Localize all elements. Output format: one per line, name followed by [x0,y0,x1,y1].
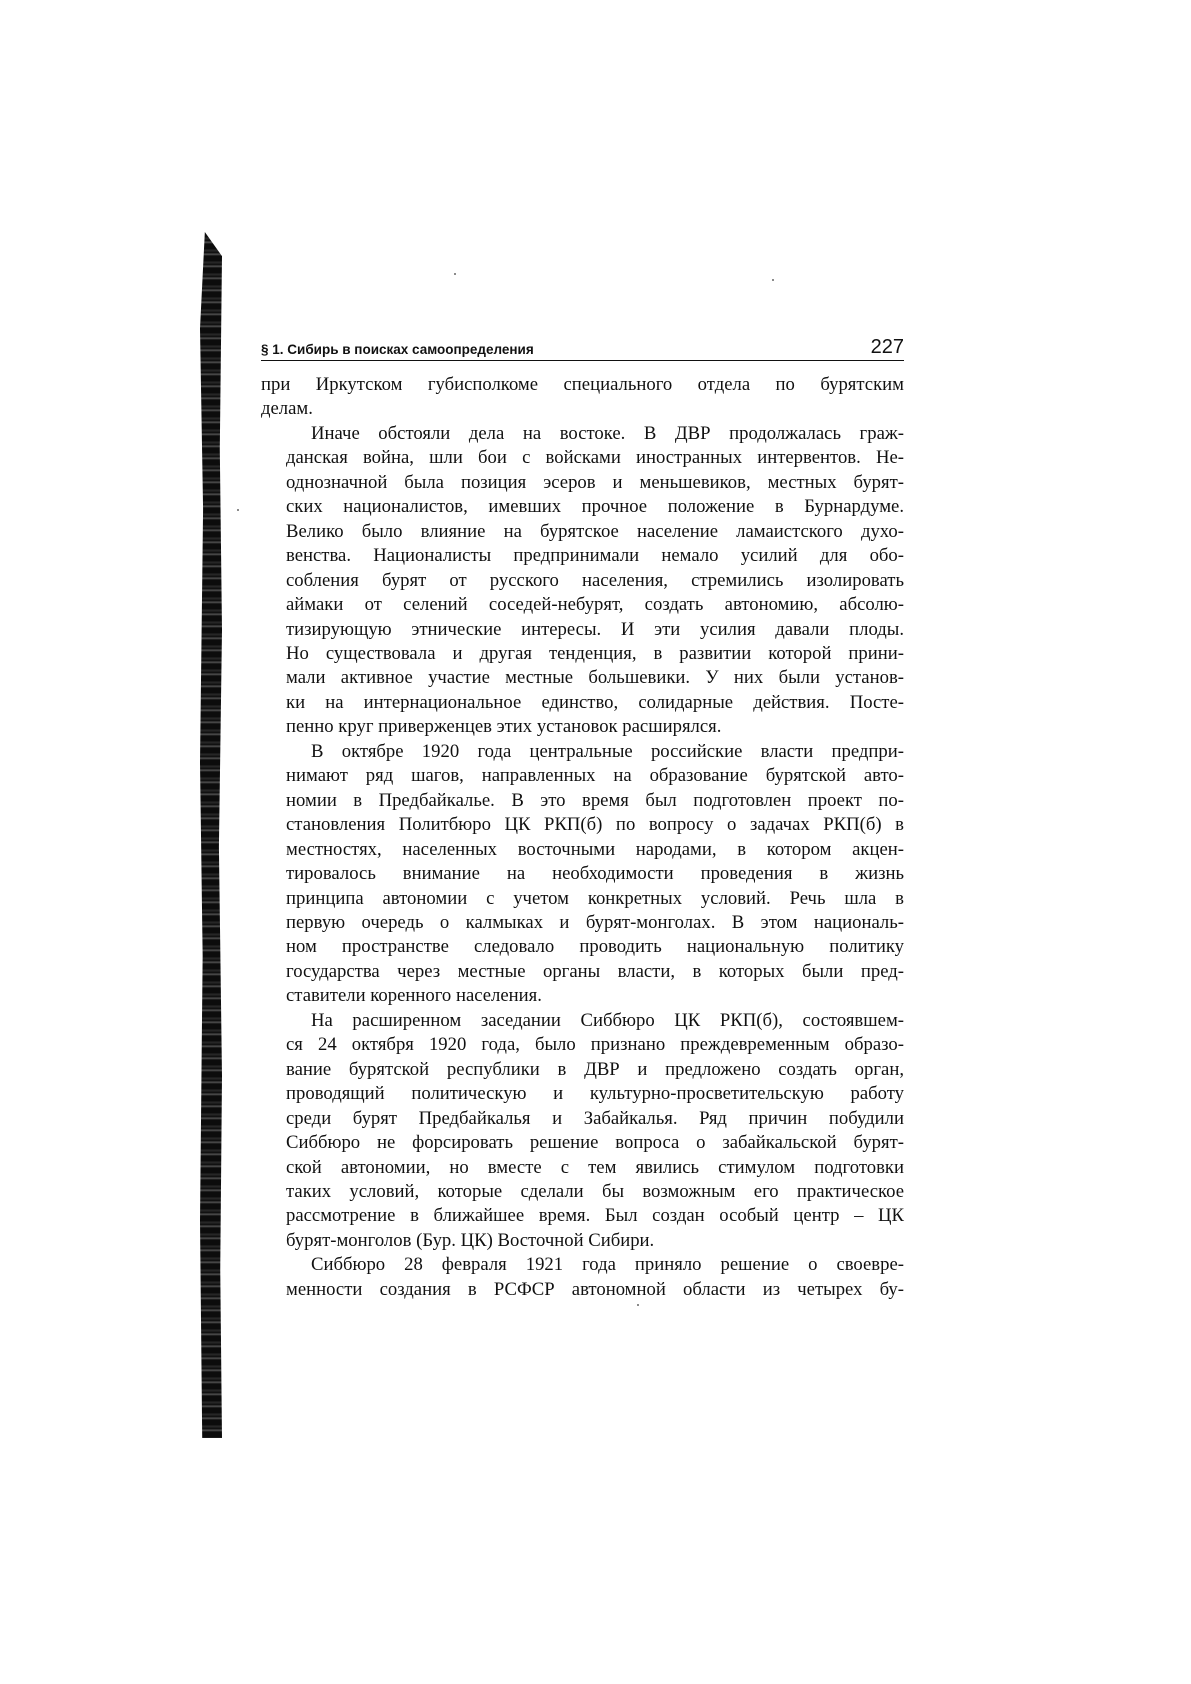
paragraph-3 [261,740,904,1009]
paragraph-5 [261,1253,904,1302]
book-page [261,337,904,1302]
text-line: первую очередь о калмыках и бурят-монголах. В этом националь- [286,911,904,933]
text-line: вание бурятской республики в ДВР и предложено создать орган, [286,1058,904,1080]
text-line: Но существовала и другая тенденция, в развитии которой прини- [286,642,904,664]
text-line: Велико было влияние на бурятское население ламаистского духо- [286,520,904,542]
page-body-text [261,373,904,1302]
text-line: однозначной была позиция эсеров и меньшевиков, местных бурят- [286,471,904,493]
text-line: мали активное участие местные большевики. У них были установ- [286,667,904,689]
scan-speck [454,273,456,275]
text-line: менности создания в РСФСР автономной области из четырех бу- [286,1278,904,1300]
text-line: становления Политбюро ЦК РКП(б) по вопросу о задачах РКП(б) в [286,814,904,836]
scan-speck [772,279,774,281]
paragraph-1 [261,373,904,422]
text-line: нимают ряд шагов, направленных на образование бурятской авто- [286,765,904,787]
text-line: номии в Предбайкалье. В это время был подготовлен проект по- [286,789,904,811]
text-line: ся 24 октября 1920 года, было признано преждевременным образо- [286,1034,904,1056]
text-line: Сиббюро 28 февраля 1921 года приняло решение о своевре- [311,1254,904,1276]
text-line: ки на интернациональное единство, солидарные действия. Посте- [286,691,904,713]
page-number: 227 [870,336,904,358]
text-line: ном пространстве следовало проводить национальную политику [286,936,904,958]
text-line: местностях, населенных восточными народами, в котором акцен- [286,838,904,860]
text-line: ставители коренного населения. [286,985,542,1007]
text-line: тизирующую этнические интересы. И эти усилия давали плоды. [286,618,904,640]
text-line: делам. [261,398,313,420]
text-line: Сиббюро не форсировать решение вопроса о забайкальской бурят- [286,1132,904,1154]
text-line: при Иркутском губисполкоме специального отдела по бурятским [261,374,904,395]
text-line: проводящий политическую и культурно-просветительскую работу [286,1083,904,1105]
text-line: ской автономии, но вместе с тем явились стимулом подготовки [286,1156,904,1178]
scan-speck [637,1304,639,1306]
paragraph-4 [261,1009,904,1254]
text-line: таких условий, которые сделали бы возможным его практическое [286,1180,904,1202]
text-line: бурят-монголов (Бур. ЦК) Восточной Сибири. [286,1229,655,1251]
text-line: тировалось внимание на необходимости проведения в жизнь [286,863,904,885]
text-line: государства через местные органы власти, в которых были пред- [286,960,904,982]
text-line: пенно круг приверженцев этих установок расширялся. [286,716,722,738]
text-line: В октябре 1920 года центральные российские власти предпри- [311,740,904,762]
text-line: аймаки от селений соседей-небурят, создать автономию, абсолю- [286,594,904,616]
scan-speck [237,509,239,511]
text-line: принципа автономии с учетом конкретных условий. Речь шла в [286,887,904,909]
paragraph-2 [261,422,904,740]
running-header [261,337,904,361]
text-line: рассмотрение в ближайшее время. Был создан особый центр – ЦК [286,1205,904,1227]
text-line: среди бурят Предбайкалья и Забайкалья. Ряд причин побудили [286,1107,904,1129]
text-line: собления бурят от русского населения, стремились изолировать [286,569,904,591]
text-line: На расширенном заседании Сиббюро ЦК РКП(б), состоявшем- [311,1009,904,1031]
running-header-title: § 1. Сибирь в поисках самоопределения [261,342,534,357]
text-line: Иначе обстояли дела на востоке. В ДВР продолжалась граж- [311,422,904,444]
text-line: данская война, шли бои с войсками иностранных интервентов. Не- [286,447,904,469]
scanned-binding-edge [200,232,222,1438]
text-line: ских националистов, имевших прочное положение в Бурнардуме. [286,496,904,518]
text-line: венства. Националисты предпринимали немало усилий для обо- [286,545,904,567]
